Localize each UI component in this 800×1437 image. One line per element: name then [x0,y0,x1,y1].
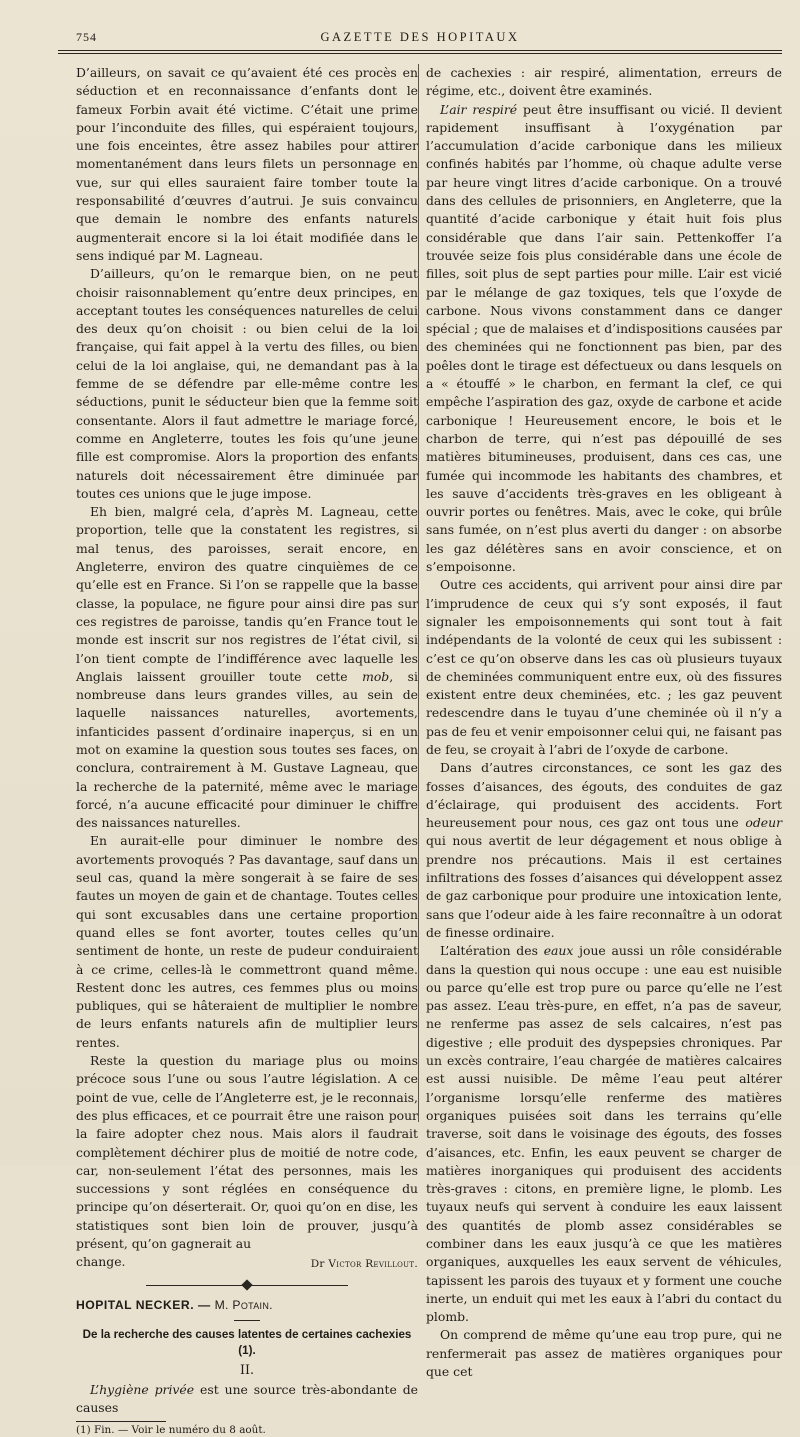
paragraph: de cachexies : air respiré, alimentation, erreurs de régime, etc., doivent être examinés. [426,65,782,99]
italic-term: mob [362,668,390,684]
footnote: (1) Fin. — Voir le numéro du 8 août. [76,1423,266,1436]
paragraph-text: Dans d’autres circonstances, ce sont les gaz des fosses d’aisances, des égouts, des conduites de gaz d’éclairage, qui produisent des accidents. Fort heureusement pour nous, ces gaz ont tous une [426,760,782,831]
italic-term: L’hygiène privée [90,1382,195,1398]
article-title: De la recherche des causes latentes de certaines cachexies (1). [82,1327,412,1357]
paragraph: On comprend de même qu’une eau trop pure, qui ne renfermerait pas assez de matières organiques pour que cet [426,1327,782,1380]
paragraph: D’ailleurs, qu’on le remarque bien, on ne peut choisir raisonnablement qu’entre deux principes, en acceptant toutes les conséquences naturelles de celui des deux qu’on choisit : ou bien celui de la loi française, qui fait appel à la vertu des filles, ou bien celui de la loi anglaise, qui, ne demandant pas à la femme de se défendre par elle-même contre les séductions, punit le séducteur bien que la femme soit consentante. Alors il faut admettre le mariage forcé, comme en Angleterre, toutes les fois qu’une jeune fille est compromise. Alors la proportion des enfants naturels doit nécessairement être diminuée par toutes ces unions que le juge impose. [76,266,418,501]
paragraph: En aurait-elle pour diminuer le nombre des avortements provoqués ? Pas davantage, sauf dans un seul cas, quand la mère songerait à se faire de ses fautes un moyen de gain et de chantage. Toutes celles qui sont excusables dans une certaine proportion quand elles se font avorter, toutes celles qu’un sentiment de honte, un reste de pudeur conduiraient à ce crime, celles-là le commettront quand même. Restent donc les autres, ces femmes plus ou moins publiques, qui se hâteraient de multiplier le nombre de leurs enfants naturels afin de multiplier leurs rentes. [76,833,418,1050]
paragraph [426,101,782,577]
signature-title: Dr [310,1258,325,1271]
italic-term: eaux [543,943,574,959]
signature-name: Victor Revillout. [328,1258,418,1271]
running-title: GAZETTE DES HOPITAUX [320,30,520,44]
paragraph-text: est une source très-abondante de causes [76,1382,418,1416]
page-number: 754 [76,30,97,44]
paragraph [426,942,782,1326]
paragraph: Outre ces accidents, qui arrivent pour ainsi dire par l’imprudence de ceux qui s’y sont exposés, il faut signaler les empoisonnements qui sont tout à fait indépendants de la volonté de ceux qui les subissent : c’est ce qu’on observe dans les cas où plusieurs tuyaux de cheminées communiquent entre eux, où des fissures existent entre deux cheminées, etc. ; les gaz peuvent redescendre dans le tuyau d’une cheminée où il n’y a pas de feu et venir empoisonner celui qui, ne faisant pas de feu, se croyait à l’abri de l’oxyde de carbone. [426,577,782,757]
section-author: M. Potain. [214,1297,273,1312]
paragraph-text: , si nombreuse dans leurs grandes villes, au sein de laquelle naissances naturelles, avortements, infanticides passent d’ordinaire inaperçus, si en un mot on examine la question sous toutes ses faces, on conclura, contrairement à M. Gustave Lagneau, que la recherche de la paternité, même avec le mariage forcé, n’a aucune efficacité pour diminuer le chiffre des naissances naturelles. [76,668,419,831]
italic-term: L’air respiré [440,101,518,117]
paragraph [426,759,782,942]
right-column [426,64,782,1381]
section-heading [76,1296,418,1314]
header-rule-double [58,53,782,54]
ornament-diamond-icon [241,1279,252,1290]
ornament-separator [76,1278,418,1292]
page-header [58,30,782,56]
paragraph-text: L’altération des [440,943,544,959]
left-column [76,64,418,1437]
author-signature [311,1255,418,1273]
footnote-rule [76,1421,166,1422]
italic-term: odeur [745,815,782,831]
paragraph-text: change. [76,1254,126,1270]
paragraph-text: joue aussi un rôle considérable dans la question qui nous occupe : une eau est nuisible ou parce qu’elle est trop pure ou parce qu’elle ne l’est pas assez. L’eau très-pure, en effet, n’a pas de saveur, ne renferme pas assez de sels calcaires, n’est pas digestive ; elle produit des dyspepsies chroniques. Par un excès contraire, l’eau chargée de matières calcaires est aussi nuisible. De même l’eau peut altérer l’organisme lorsqu’elle renferme des matières organiques puisées soit dans les terrains qu’elle traverse, soit dans le voisinage des égouts, des fosses d’aisances, etc. Enfin, les eaux peuvent se charger de matières inorganiques qui produisent des accidents très-graves : citons, en première ligne, le plomb. Les tuyaux neufs qui servent à conduire les eaux laissent des quantités de plomb assez considérables se combiner dans les eaux jusqu’à ce que les matières organiques, auxquelles les eaux servent de véhicules, tapissent les parois des tuyaux et y forment une couche inerte, un enduit qui met les eaux à l’abri du contact du plomb. [426,943,782,1325]
paragraph-text: qui nous avertit de leur dégagement et nous oblige à prendre nos précautions. Mais il est certaines infiltrations des fosses d’aisances qui développent assez de gaz carbonique pour produire une intoxication lente, sans que l’odeur aide à les faire reconnaître à un odorat de finesse ordinaire. [426,833,782,940]
paragraph-text: Eh bien, malgré cela, d’après M. Lagneau, cette proportion, telle que la constatent les registres, si mal tenus, des paroisses, serait encore, en Angleterre, environ des quatre cinquièmes de ce qu’elle est en France. Si l’on se rappelle que la basse classe, la populace, ne figure pour ainsi dire pas sur ces registres de paroisse, tandis qu’en France tout le monde est inscrit sur nos registres de l’état civil, si l’on tient compte de l’indifférence avec laquelle les Anglais laissent grouiller toute cette [76,504,418,684]
header-rule [58,50,782,51]
signature-line [76,1253,418,1271]
paragraph [76,503,418,832]
paragraph-text: peut être insuffisant ou vicié. Il devient rapidement insuffisant à l’oxygénation par l’accumulation d’acide carbonique dans les milieux confinés habités par l’homme, où chaque adulte verse par heure vingt litres d’acide carbonique. On a trouvé dans des cellules de prisonniers, en Angleterre, que la quantité d’acide carbonique y était huit fois plus considérable que dans l’air sain. Pettenkoffer l’a trouvée seize fois plus considérable dans une école de filles, soit plus de sept parties pour mille. L’air est vicié par le mélange de gaz toxiques, tels que l’oxyde de carbone. Nous vivons constamment dans ce danger spécial ; que de malaises et d’indispositions causées par des cheminées qui ne fonctionnent pas bien, par des poêles dont le tirage est défectueux ou dans lesquels on a « étouffé » le charbon, en fermant la clef, ce qui empêche l’aspiration des gaz, oxyde de carbone et acide carbonique ! Heureusement encore, le bois et le charbon de terre, qui n’est pas dépouillé de ses matières bitumineuses, produisent, dans ces cas, une fumée qui incommode les habitants des chambres, et les sauve d’accidents très-graves en les obligeant à ouvrir portes ou fenêtres. Mais, avec le coke, qui brûle sans fumée, on n’est plus averti du danger : on absorbe les gaz délétères sans en avoir conscience, et on s’empoisonne. [426,101,782,575]
paragraph [76,1381,418,1418]
short-rule [234,1320,260,1321]
paragraph: D’ailleurs, on savait ce qu’avaient été ces procès en séduction et en reconnaissance d’enfants dont le fameux Forbin avait été victime. C’était une prime pour l’inconduite des filles, qui espéraient toujours, une fois enceintes, être assez habiles pour attirer momentanément dans leurs filets un personnage en vue, sur qui elles sauraient faire tomber toute la responsabilité d’œuvres d’autrui. Je suis convaincu que demain le nombre des enfants naturels augmenterait encore si la loi était modifiée dans le sens indiqué par M. Lagneau. [76,65,418,263]
column-divider [418,64,419,1122]
part-number: II. [240,1361,254,1377]
hospital-name: HOPITAL NECKER. — [76,1297,211,1312]
paragraph: Reste la question du mariage plus ou moins précoce sous l’une ou sous l’autre législation. A ce point de vue, celle de l’Angleterre est, je le reconnais, des plus efficaces, et ce pourrait être une raison pour la faire adopter chez nous. Mais alors il faudrait complètement déchirer plus de moitié de notre code, car, non-seulement l’état des personnes, mais les successions y sont réglées en conséquence du principe qu’on déserterait. Or, quoi qu’on en dise, les statistiques sont bien loin de prouver, jusqu’à présent, qu’on gagnerait au [76,1053,418,1251]
